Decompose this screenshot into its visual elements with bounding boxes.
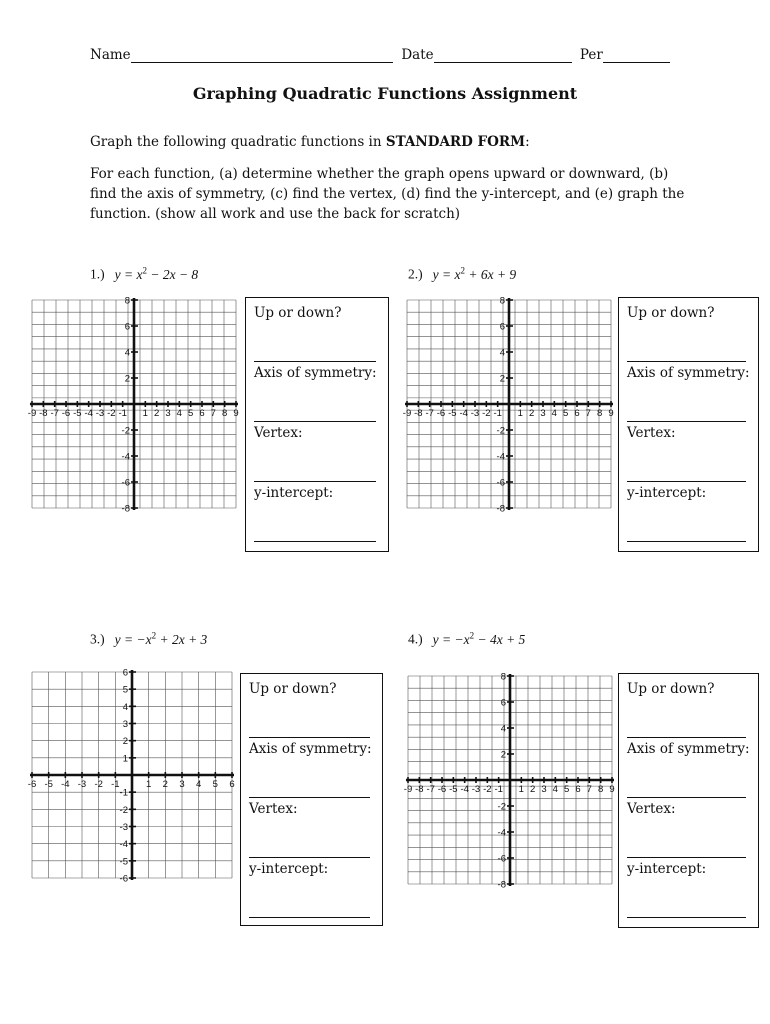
x-tick-label: 9 bbox=[233, 408, 239, 419]
question-axis-of-symmetry: Axis of symmetry: bbox=[254, 365, 377, 381]
question-y-intercept: y-intercept: bbox=[249, 861, 329, 877]
x-tick-label: 2 bbox=[162, 779, 168, 790]
x-tick-label: 5 bbox=[188, 408, 194, 419]
x-tick-label: -8 bbox=[414, 408, 423, 419]
y-tick-label: -6 bbox=[496, 477, 505, 489]
y-tick-label: -4 bbox=[496, 451, 505, 463]
x-tick-label: 4 bbox=[551, 408, 557, 419]
y-tick-label: -5 bbox=[119, 856, 128, 868]
x-tick-label: 4 bbox=[176, 408, 182, 419]
x-tick-label: -8 bbox=[415, 784, 424, 795]
y-tick-label: -8 bbox=[496, 503, 505, 515]
x-tick-label: -7 bbox=[50, 408, 59, 419]
x-tick-label: -7 bbox=[426, 784, 435, 795]
y-tick-label: -6 bbox=[121, 477, 130, 489]
x-tick-label: 3 bbox=[179, 779, 185, 790]
problem-equation: $y = x^2 + 6x + 9$ bbox=[432, 265, 517, 282]
answer-box-2 bbox=[618, 297, 759, 552]
x-tick-label: -5 bbox=[73, 408, 82, 419]
x-tick-label: 4 bbox=[196, 779, 202, 790]
y-tick-label: 1 bbox=[122, 753, 128, 765]
x-tick-label: -5 bbox=[449, 784, 458, 795]
problem-number: 2.) bbox=[408, 266, 423, 282]
question-axis-of-symmetry: Axis of symmetry: bbox=[249, 741, 372, 757]
answer-box-3 bbox=[240, 673, 383, 926]
x-tick-label: -4 bbox=[61, 779, 70, 790]
x-tick-label: 8 bbox=[222, 408, 228, 419]
problem-number: 3.) bbox=[90, 631, 105, 647]
x-tick-label: -1 bbox=[111, 779, 120, 790]
y-tick-label: 3 bbox=[122, 719, 128, 730]
x-tick-label: 2 bbox=[529, 408, 535, 419]
problem-number: 4.) bbox=[408, 631, 423, 647]
y-tick-label: 2 bbox=[500, 749, 506, 761]
y-tick-label: -4 bbox=[497, 827, 506, 839]
y-tick-label: -2 bbox=[497, 801, 506, 813]
answer-blank-vertex[interactable] bbox=[254, 452, 376, 482]
y-tick-label: 8 bbox=[124, 295, 130, 307]
problem-3-label bbox=[90, 630, 207, 648]
y-tick-label: -8 bbox=[121, 503, 130, 515]
header-line bbox=[90, 47, 670, 63]
x-tick-label: 5 bbox=[564, 784, 570, 795]
y-tick-label: 4 bbox=[124, 347, 130, 359]
problem-equation: $y = -x^2 - 4x + 5$ bbox=[432, 630, 526, 647]
y-tick-label: -1 bbox=[119, 787, 128, 799]
answer-box-4 bbox=[618, 673, 759, 928]
x-tick-label: -3 bbox=[77, 779, 87, 790]
problem-2-label bbox=[408, 265, 516, 283]
y-tick-label: 6 bbox=[124, 321, 130, 333]
y-tick-label: 6 bbox=[500, 697, 506, 709]
y-tick-label: -6 bbox=[119, 873, 128, 885]
question-y-intercept: y-intercept: bbox=[627, 485, 707, 501]
x-tick-label: -2 bbox=[94, 779, 103, 790]
x-tick-label: 6 bbox=[229, 779, 235, 790]
x-tick-label: -9 bbox=[403, 784, 413, 795]
x-tick-label: -7 bbox=[425, 408, 434, 419]
question-y-intercept: y-intercept: bbox=[627, 861, 707, 877]
question-vertex: Vertex: bbox=[627, 801, 676, 817]
y-tick-label: -2 bbox=[121, 425, 130, 437]
x-tick-label: -6 bbox=[437, 784, 447, 795]
x-tick-label: -6 bbox=[436, 408, 446, 419]
x-tick-label: 9 bbox=[608, 408, 614, 419]
answer-box-1 bbox=[245, 297, 389, 552]
x-tick-label: 5 bbox=[212, 779, 218, 790]
y-tick-label: -3 bbox=[119, 822, 128, 833]
y-tick-label: -8 bbox=[497, 879, 506, 891]
x-tick-label: -2 bbox=[482, 408, 491, 419]
name-field[interactable] bbox=[131, 48, 394, 63]
y-tick-label: 4 bbox=[500, 723, 506, 735]
page-title: Graphing Quadratic Functions Assignment bbox=[192, 84, 578, 103]
per-label: Per bbox=[579, 47, 603, 63]
x-tick-label: 3 bbox=[165, 408, 171, 419]
question-up-or-down: Up or down? bbox=[627, 305, 715, 321]
x-tick-label: 8 bbox=[597, 408, 603, 419]
x-tick-label: -6 bbox=[27, 779, 37, 790]
question-y-intercept: y-intercept: bbox=[254, 485, 334, 501]
x-tick-label: -8 bbox=[39, 408, 48, 419]
x-tick-label: -3 bbox=[95, 408, 105, 419]
answer-blank-axis-of-symmetry[interactable] bbox=[249, 768, 370, 798]
x-tick-label: -3 bbox=[470, 408, 480, 419]
answer-blank-y-intercept[interactable] bbox=[254, 512, 376, 542]
problem-number: 1.) bbox=[90, 266, 105, 282]
y-tick-label: -2 bbox=[496, 425, 505, 437]
x-tick-label: 5 bbox=[563, 408, 569, 419]
problem-equation: $y = -x^2 + 2x + 3$ bbox=[114, 630, 208, 647]
answer-blank-vertex[interactable] bbox=[627, 828, 746, 858]
x-tick-label: 7 bbox=[586, 784, 592, 795]
x-tick-label: -4 bbox=[460, 784, 469, 795]
period-field[interactable] bbox=[603, 48, 670, 63]
answer-blank-axis-of-symmetry[interactable] bbox=[627, 392, 746, 422]
y-tick-label: 2 bbox=[122, 736, 128, 748]
question-axis-of-symmetry: Axis of symmetry: bbox=[627, 741, 750, 757]
x-tick-label: 1 bbox=[517, 408, 523, 419]
y-tick-label: 2 bbox=[124, 373, 130, 385]
y-tick-label: -2 bbox=[119, 804, 128, 816]
date-label: Date bbox=[401, 47, 434, 63]
x-tick-label: -3 bbox=[471, 784, 481, 795]
answer-blank-up-or-down[interactable] bbox=[627, 332, 746, 362]
y-tick-label: -4 bbox=[121, 451, 130, 463]
x-tick-label: 1 bbox=[518, 784, 524, 795]
name-label: Name bbox=[90, 47, 131, 63]
x-tick-label: 1 bbox=[146, 779, 152, 790]
answer-blank-y-intercept[interactable] bbox=[249, 888, 370, 918]
x-tick-label: 4 bbox=[552, 784, 558, 795]
answer-blank-axis-of-symmetry[interactable] bbox=[627, 768, 746, 798]
coordinate-grid-2[interactable] bbox=[402, 295, 614, 515]
y-tick-label: 5 bbox=[122, 684, 128, 696]
x-tick-label: 6 bbox=[199, 408, 205, 419]
x-tick-label: -5 bbox=[448, 408, 457, 419]
x-tick-label: 6 bbox=[575, 784, 581, 795]
question-up-or-down: Up or down? bbox=[627, 681, 715, 697]
x-tick-label: 2 bbox=[154, 408, 160, 419]
x-tick-label: -2 bbox=[107, 408, 116, 419]
problem-equation: $y = x^2 - 2x - 8$ bbox=[114, 265, 199, 282]
y-tick-label: 8 bbox=[499, 295, 505, 307]
answer-blank-up-or-down[interactable] bbox=[249, 708, 370, 738]
x-tick-label: 8 bbox=[598, 784, 604, 795]
answer-blank-vertex[interactable] bbox=[249, 828, 370, 858]
answer-blank-y-intercept[interactable] bbox=[627, 888, 746, 918]
date-field[interactable] bbox=[434, 48, 572, 63]
question-axis-of-symmetry: Axis of symmetry: bbox=[627, 365, 750, 381]
x-tick-label: -9 bbox=[402, 408, 412, 419]
y-tick-label: 4 bbox=[499, 347, 505, 359]
instructions-line-2: For each function, (a) determine whether the graph opens upward or downward, (b) find the axis of symmetry, (c) find the vertex, (d) find the y-intercept, and (e) graph the function. (show all work and use the back for scratch) bbox=[90, 166, 685, 222]
x-tick-label: -4 bbox=[84, 408, 93, 419]
x-tick-label: 7 bbox=[585, 408, 591, 419]
y-tick-label: 6 bbox=[499, 321, 505, 333]
y-tick-label: 2 bbox=[499, 373, 505, 385]
question-vertex: Vertex: bbox=[249, 801, 298, 817]
y-tick-label: 4 bbox=[122, 701, 128, 713]
x-tick-label: 9 bbox=[609, 784, 615, 795]
answer-blank-axis-of-symmetry[interactable] bbox=[254, 392, 376, 422]
x-tick-label: -1 bbox=[493, 408, 502, 419]
x-tick-label: 2 bbox=[530, 784, 536, 795]
y-tick-label: 8 bbox=[500, 671, 506, 683]
question-up-or-down: Up or down? bbox=[254, 305, 342, 321]
y-tick-label: -6 bbox=[497, 853, 506, 865]
question-up-or-down: Up or down? bbox=[249, 681, 337, 697]
coordinate-grid-4[interactable] bbox=[403, 671, 615, 891]
x-tick-label: -1 bbox=[118, 408, 127, 419]
standard-form-emphasis: STANDARD FORM bbox=[385, 134, 526, 150]
answer-blank-up-or-down[interactable] bbox=[627, 708, 746, 738]
x-tick-label: 3 bbox=[540, 408, 546, 419]
problem-4-label bbox=[408, 630, 525, 648]
x-tick-label: -1 bbox=[494, 784, 503, 795]
y-tick-label: -4 bbox=[119, 839, 128, 851]
instructions-line-1: Graph the following quadratic functions in STANDARD FORM: bbox=[90, 134, 530, 150]
answer-blank-up-or-down[interactable] bbox=[254, 332, 376, 362]
question-vertex: Vertex: bbox=[627, 425, 676, 441]
problem-1-label bbox=[90, 265, 198, 283]
x-tick-label: -9 bbox=[27, 408, 37, 419]
x-tick-label: 1 bbox=[142, 408, 148, 419]
x-tick-label: -5 bbox=[44, 779, 53, 790]
x-tick-label: 6 bbox=[574, 408, 580, 419]
x-tick-label: -6 bbox=[61, 408, 71, 419]
x-tick-label: 3 bbox=[541, 784, 547, 795]
coordinate-grid-1[interactable] bbox=[27, 295, 239, 515]
answer-blank-vertex[interactable] bbox=[627, 452, 746, 482]
answer-blank-y-intercept[interactable] bbox=[627, 512, 746, 542]
coordinate-grid-3[interactable] bbox=[27, 667, 235, 885]
y-tick-label: 6 bbox=[122, 667, 128, 679]
question-vertex: Vertex: bbox=[254, 425, 303, 441]
x-tick-label: 7 bbox=[210, 408, 216, 419]
x-tick-label: -4 bbox=[459, 408, 468, 419]
x-tick-label: -2 bbox=[483, 784, 492, 795]
